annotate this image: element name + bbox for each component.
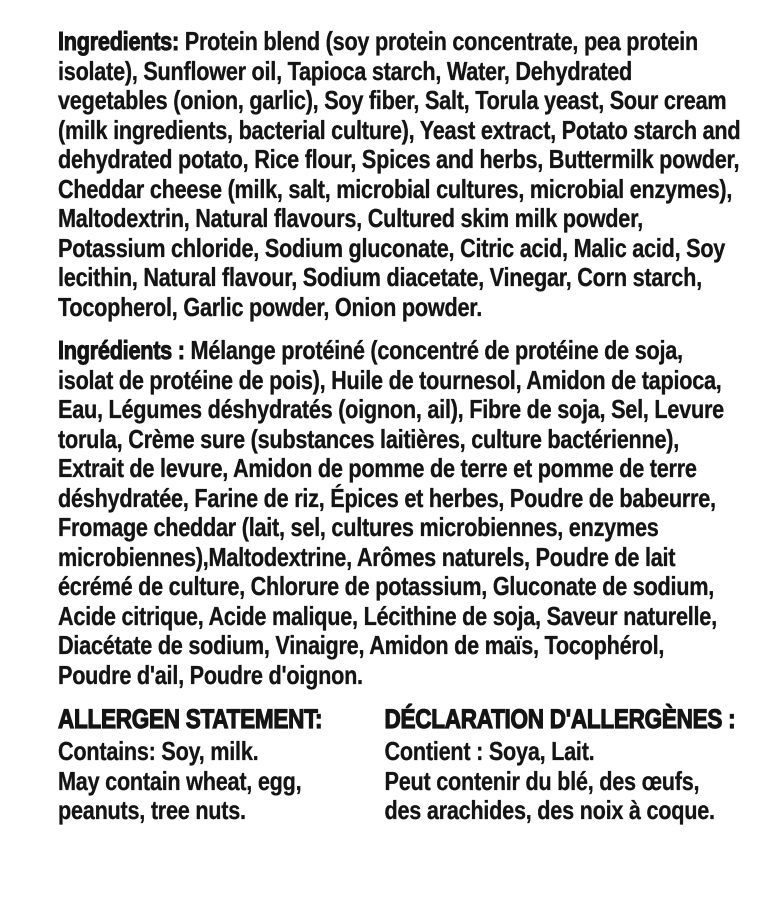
allergen-column-en [58, 704, 385, 826]
ingredients-paragraph-en [58, 27, 741, 322]
ingredients-label-en: Ingredients: [58, 26, 179, 56]
allergen-contains-en: Contains: Soy, milk. [58, 736, 259, 766]
ingredients-label-fr: Ingrédients : [58, 335, 185, 365]
allergen-title-fr: DÉCLARATION D'ALLERGÈNES : [384, 704, 736, 734]
ingredients-paragraph-fr [58, 336, 741, 690]
allergen-may-contain-en: May contain wheat, egg, peanuts, tree nuts. [58, 765, 302, 825]
allergen-title-en: ALLERGEN STATEMENT: [58, 704, 323, 734]
allergen-section [58, 704, 741, 826]
allergen-contains-fr: Contient : Soya, Lait. [384, 736, 595, 766]
allergen-column-fr [385, 704, 742, 826]
allergen-may-contain-fr: Peut contenir du blé, des œufs, des arachides, des noix à coque. [384, 765, 715, 825]
ingredients-text-fr: Mélange protéiné (concentré de protéine de soja, isolat de protéine de pois), Huile de tournesol, Amidon de tapioca, Eau, Légumes déshydratés (oignon, ail), Fibre de soja, Sel, Levure torula, Crème sure (substances laitières, culture bactérienne), Extrait de levure, Amidon de pomme de terre et pomme de terre déshydratée, Farine de riz, Épices et herbes, Poudre de babeurre, Fromage cheddar (lait, sel, cultures microbiennes, enzymes microbiennes),Maltodextrine, Arômes naturels, Poudre de lait écrémé de culture, Chlorure de potassium, Gluconate de sodium, Acide citrique, Acide malique, Lécithine de soja, Saveur naturelle, Diacétate de sodium, Vinaigre, Amidon de maïs, Tocophérol, Poudre d'ail, Poudre d'oignon. [58, 335, 724, 690]
ingredients-text-en: Protein blend (soy protein concentrate, pea protein isolate), Sunflower oil, Tapioca starch, Water, Dehydrated vegetables (onion, garlic), Soy fiber, Salt, Torula yeast, Sour cream (milk ingredients, bacterial culture), Yeast extract, Potato starch and dehydrated potato, Rice flour, Spices and herbs, Buttermilk powder, Cheddar cheese (milk, salt, microbial cultures, microbial enzymes), Maltodextrin, Natural flavours, Cultured skim milk powder, Potassium chloride, Sodium gluconate, Citric acid, Malic acid, Soy lecithin, Natural flavour, Sodium diacetate, Vinegar, Corn starch, Tocopherol, Garlic powder, Onion powder. [58, 26, 741, 322]
